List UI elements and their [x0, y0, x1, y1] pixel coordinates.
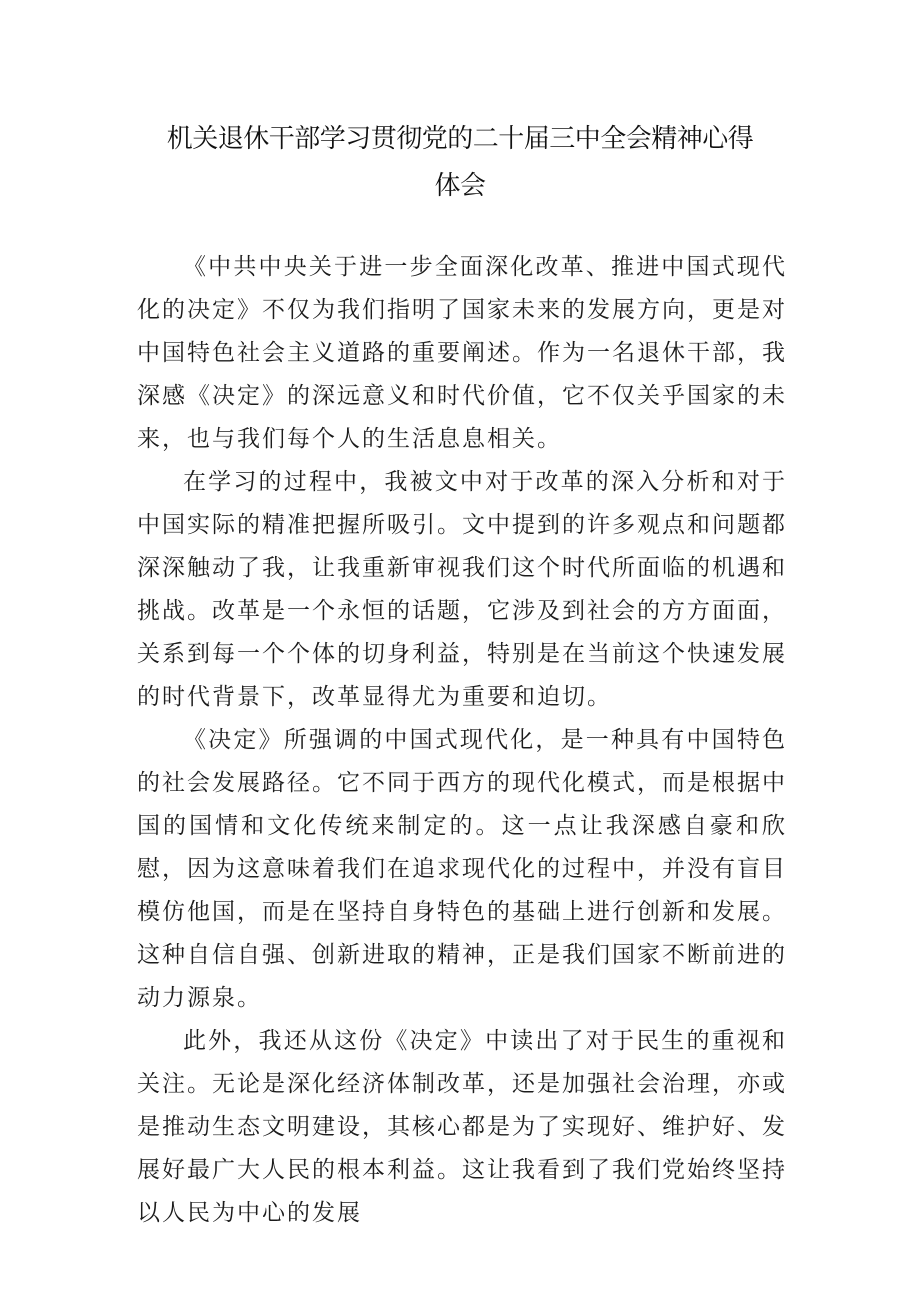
- paragraph-3: 《决定》所强调的中国式现代化，是一种具有中国特色的社会发展路径。它不同于西方的现代化模式，而是根据中国的国情和文化传统来制定的。这一点让我深感自豪和欣慰，因为这意味着我们在追求现代化的过程中，并没有盲目模仿他国，而是在坚持自身特色的基础上进行创新和发展。这种自信自强、创新进取的精神，正是我们国家不断前进的动力源泉。: [137, 727, 787, 1011]
- paragraph-2: 在学习的过程中，我被文中对于改革的深入分析和对于中国实际的精准把握所吸引。文中提到的许多观点和问题都深深触动了我，让我重新审视我们这个时代所面临的机遇和挑战。改革是一个永恒的话题，它涉及到社会的方方面面，关系到每一个个体的切身利益，特别是在当前这个快速发展的时代背景下，改革显得尤为重要和迫切。: [137, 469, 787, 710]
- document-title-line-1: 机关退休干部学习贯彻党的二十届三中全会精神心得: [166, 124, 754, 154]
- paragraph-4: 此外，我还从这份《决定》中读出了对于民生的重视和关注。无论是深化经济体制改革，还是加强社会治理，亦或是推动生态文明建设，其核心都是为了实现好、维护好、发展好最广大人民的根本利益。这让我看到了我们党始终坚持以人民为中心的发展: [137, 1028, 787, 1226]
- paragraph-1: 《中共中央关于进一步全面深化改革、推进中国式现代化的决定》不仅为我们指明了国家未来的发展方向，更是对中国特色社会主义道路的重要阐述。作为一名退休干部，我深感《决定》的深远意义和时代价值，它不仅关乎国家的未来，也与我们每个人的生活息息相关。: [137, 254, 787, 452]
- document-body: [137, 246, 787, 1235]
- document-title-line-2: 体会: [434, 171, 486, 201]
